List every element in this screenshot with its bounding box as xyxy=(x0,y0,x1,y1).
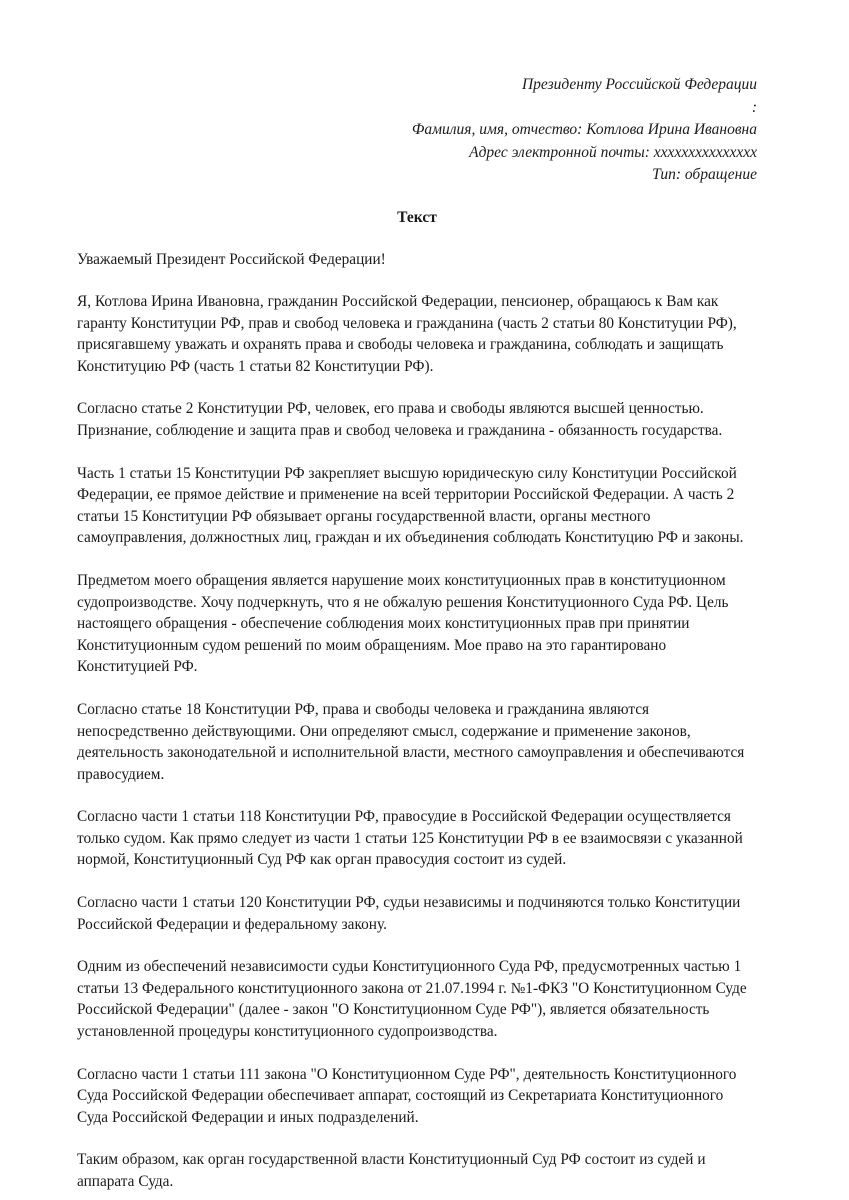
paragraph: Таким образом, как орган государственной власти Конституционный Суд РФ состоит из судей и аппарата Суда. xyxy=(77,1151,706,1190)
paragraph: Согласно статье 2 Конституции РФ, человек, его права и свободы являются высшей ценностью. Признание, соблюдение и защита прав и свобод человека и гражданина - обязанность государства. xyxy=(77,400,723,439)
paragraph: Предметом моего обращения является нарушение моих конституционных прав в конституционном судопроизводстве. Хочу подчеркнуть, что я не обжалую решения Конституционного Суда РФ. Цель настоящего обращения - обеспечение соблюдения моих конституционных прав при принятии Конституционным судом решений по моим обращениям. Мое право на это гарантировано Конституцией РФ. xyxy=(77,571,729,676)
paragraph: Согласно части 1 статьи 111 закона "О Конституционном Суде РФ", деятельность Конституционного Суда Российской Федерации обеспечивает аппарат, состоящий из Секретариата Конституционного Суда Российской Федерации и иных подразделений. xyxy=(77,1065,737,1126)
paragraph: Согласно части 1 статьи 120 Конституции РФ, судьи независимы и подчиняются только Конституции Российской Федерации и федеральному закону. xyxy=(77,894,741,933)
document-heading: Текст xyxy=(397,208,437,226)
document-content xyxy=(77,0,757,1193)
body-text xyxy=(77,270,757,1193)
paragraph: Одним из обеспечений независимости судьи Конституционного Суда РФ, предусмотренных частью 1 статьи 13 Федерального конституционного закона от 21.07.1994 г. №1-ФКЗ "О Конституционном Суде Российской Федерации" (далее - закон "О Конституционном Суде РФ"), является обязательность установленной процедуры конституционного судопроизводства. xyxy=(77,958,747,1041)
addressee-colon-line: : xyxy=(751,98,757,116)
paragraph: Согласно части 1 статьи 118 Конституции РФ, правосудие в Российской Федерации осуществляется только судом. Как прямо следует из части 1 статьи 125 Конституции РФ в ее взаимосвязи с указанной нормой, Конституционный Суд РФ как орган правосудия состоит из судей. xyxy=(77,808,743,869)
addressee-line: Президенту Российской Федерации xyxy=(521,76,757,93)
email-line: Адрес электронной почты: xxxxxxxxxxxxxxx xyxy=(469,143,757,161)
paragraph: Согласно статье 18 Конституции РФ, права и свободы человека и гражданина являются непосредственно действующими. Они определяют смысл, содержание и применение законов, деятельность законодательной и исполнительной власти, местного самоуправления и обеспечиваются правосудием. xyxy=(77,700,745,783)
paragraph: Я, Котлова Ирина Ивановна, гражданин Российской Федерации, пенсионер, обращаюсь к Вам как гаранту Конституции РФ, прав и свобод человека и гражданина (часть 2 статьи 80 Конституции РФ), присягавшему уважать и охранять права и свободы человека и гражданина, соблюдать и защищать Конституцию РФ (часть 1 статьи 82 Конституции РФ). xyxy=(77,293,737,375)
salutation: Уважаемый Президент Российской Федерации! xyxy=(77,250,386,268)
appeal-type-line: Тип: обращение xyxy=(652,166,757,183)
full-name-line: Фамилия, имя, отчество: Котлова Ирина Ивановна xyxy=(411,121,757,138)
addressee-header-block xyxy=(77,74,757,187)
paragraph: Часть 1 статьи 15 Конституции РФ закрепляет высшую юридическую силу Конституции Российской Федерации, ее прямое действие и применение на всей территории Российской Федерации. А часть 2 статьи 15 Конституции РФ обязывает органы государственной власти, органы местного самоуправления, должностных лиц, граждан и их объединения соблюдать Конституцию РФ и законы. xyxy=(77,464,744,547)
